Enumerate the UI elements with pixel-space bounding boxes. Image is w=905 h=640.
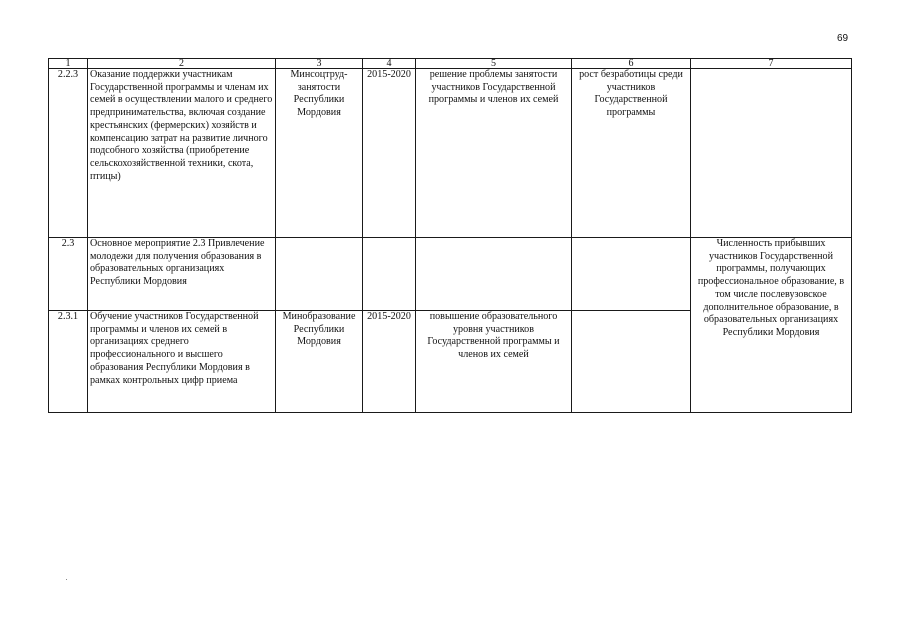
executor: Минсоцтруд-занятости Республики Мордовия	[276, 69, 363, 238]
page-number: 69	[837, 33, 849, 44]
column-number-row	[49, 59, 852, 69]
column-number: 5	[416, 59, 572, 69]
column-number: 6	[572, 59, 691, 69]
column-number: 3	[276, 59, 363, 69]
period: 2015-2020	[363, 69, 416, 238]
expected-result: повышение образовательного уровня участников Государственной программы и членов их семей	[416, 311, 572, 413]
column-number: 1	[49, 59, 88, 69]
expected-result: решение проблемы занятости участников Государственной программы и членов их семей	[416, 69, 572, 238]
item-number: 2.2.3	[49, 69, 88, 238]
executor: Минобразование Республики Мордовия	[276, 311, 363, 413]
consequence: рост безработицы среди участников Государственной программы	[572, 69, 691, 238]
column-number: 4	[363, 59, 416, 69]
table-row	[49, 238, 852, 311]
consequence	[572, 311, 691, 413]
measure-name: Обучение участников Государственной программы и членов их семей в организациях среднего профессионального и высшего образования Республики Мордовия в рамках контрольных цифр приема	[88, 311, 276, 413]
table-row	[49, 69, 852, 238]
scan-speck	[66, 579, 67, 580]
item-number: 2.3.1	[49, 311, 88, 413]
indicator: Численность прибывших участников Государственной программы, получающих профессиональное образование, в том числе послевузовское дополнительное образование, в образовательных организациях Республики Мордовия	[691, 238, 852, 413]
column-number: 7	[691, 59, 852, 69]
column-number: 2	[88, 59, 276, 69]
period: 2015-2020	[363, 311, 416, 413]
measure-name: Оказание поддержки участникам Государственной программы и членам их семей в осуществлении малого и среднего предпринимательства, включая создание крестьянских (фермерских) хозяйств и компенсацию затрат на развитие личного подсобного хозяйства (приобретение сельскохозяйственной техники, скота, птицы)	[88, 69, 276, 238]
period	[363, 238, 416, 311]
program-measures-table	[48, 58, 852, 413]
measure-name: Основное мероприятие 2.3 Привлечение молодежи для получения образования в образовательных организациях Республики Мордовия	[88, 238, 276, 311]
executor	[276, 238, 363, 311]
expected-result	[416, 238, 572, 311]
consequence	[572, 238, 691, 311]
indicator	[691, 69, 852, 238]
item-number: 2.3	[49, 238, 88, 311]
